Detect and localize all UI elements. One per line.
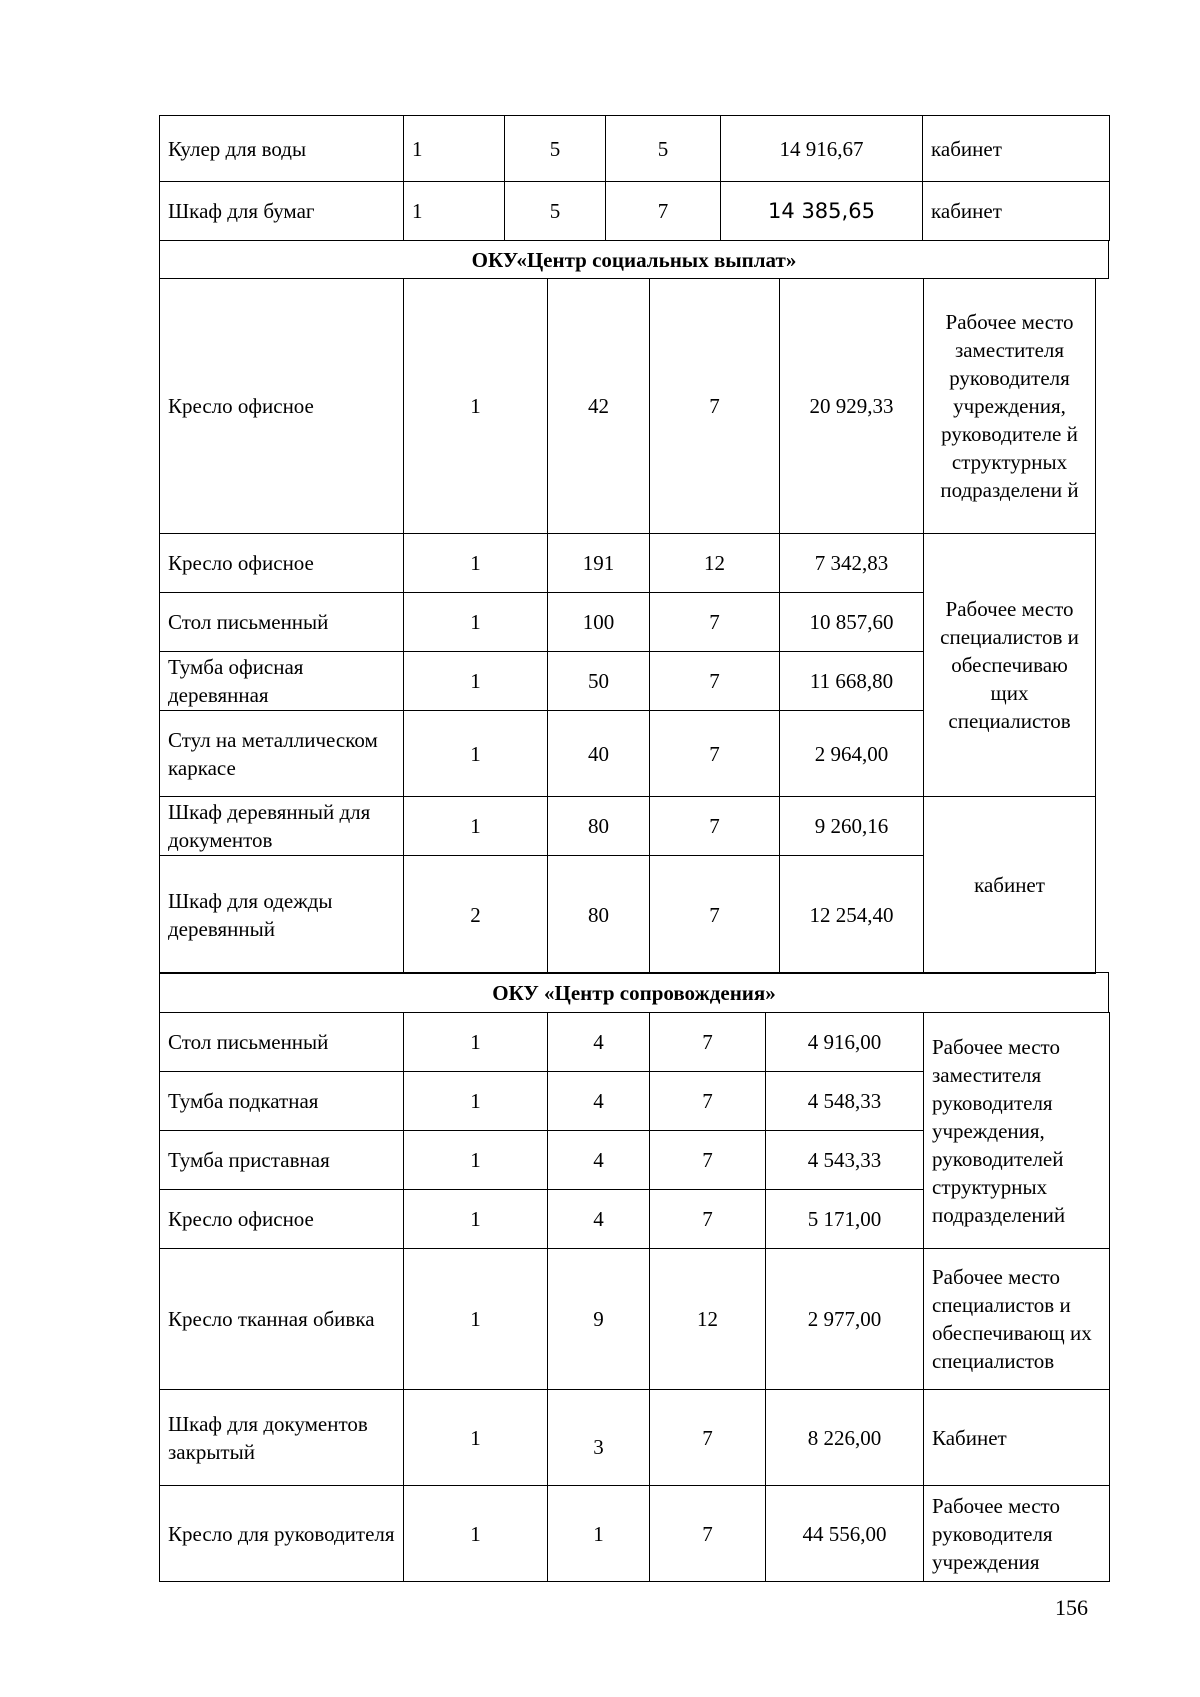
item-name: Кулер для воды	[160, 116, 404, 182]
section-title: ОКУ «Центр сопровождения»	[160, 973, 1109, 1013]
item-years: 7	[650, 1013, 766, 1072]
item-count: 9	[548, 1249, 650, 1390]
item-count: 80	[548, 856, 650, 974]
item-name: Тумба подкатная	[160, 1072, 404, 1131]
item-name: Шкаф деревянный для документов	[160, 797, 404, 856]
item-count: 4	[548, 1072, 650, 1131]
item-years: 7	[650, 1190, 766, 1249]
item-years: 7	[650, 711, 780, 797]
item-years: 7	[650, 652, 780, 711]
item-count: 4	[548, 1131, 650, 1190]
item-qty: 1	[404, 1013, 548, 1072]
item-price: 2 977,00	[766, 1249, 924, 1390]
item-price: 9 260,16	[780, 797, 924, 856]
item-name: Тумба офисная деревянная	[160, 652, 404, 711]
table-row	[160, 116, 1110, 182]
item-name: Кресло офисное	[160, 534, 404, 593]
item-price: 12 254,40	[780, 856, 924, 974]
item-qty: 1	[404, 1131, 548, 1190]
item-qty: 1	[404, 797, 548, 856]
item-count: 3	[548, 1390, 650, 1486]
table-row	[160, 534, 1096, 593]
item-years: 7	[650, 1390, 766, 1486]
item-years: 7	[650, 797, 780, 856]
item-place: кабинет	[923, 182, 1110, 241]
item-price: 44 556,00	[766, 1486, 924, 1582]
item-name: Стол письменный	[160, 593, 404, 652]
item-years: 5	[606, 116, 721, 182]
cabinet-place: кабинет	[924, 797, 1096, 974]
item-years: 7	[650, 1486, 766, 1582]
item-years: 12	[650, 1249, 766, 1390]
item-price: 14 385,65	[721, 182, 923, 241]
item-price: 20 929,33	[780, 279, 924, 534]
item-count: 50	[548, 652, 650, 711]
item-name: Шкаф для бумаг	[160, 182, 404, 241]
section-header-1	[159, 240, 1109, 279]
item-qty: 1	[404, 182, 505, 241]
item-qty: 1	[404, 1390, 548, 1486]
item-price: 4 548,33	[766, 1072, 924, 1131]
item-qty: 1	[404, 1190, 548, 1249]
item-name: Кресло офисное	[160, 279, 404, 534]
item-count: 5	[505, 182, 606, 241]
table-row	[160, 797, 1096, 856]
item-qty: 1	[404, 1249, 548, 1390]
item-place: Рабочее место заместителя руководителя учреждения, руководителе й структурных подразделени й	[924, 279, 1096, 534]
item-price: 7 342,83	[780, 534, 924, 593]
item-count: 191	[548, 534, 650, 593]
item-qty: 1	[404, 1486, 548, 1582]
item-years: 12	[650, 534, 780, 593]
item-price: 14 916,67	[721, 116, 923, 182]
item-qty: 1	[404, 534, 548, 593]
table-row	[160, 1249, 1110, 1390]
item-name: Тумба приставная	[160, 1131, 404, 1190]
item-qty: 1	[404, 652, 548, 711]
item-qty: 1	[404, 279, 548, 534]
item-count: 5	[505, 116, 606, 182]
item-years: 7	[650, 279, 780, 534]
item-price: 11 668,80	[780, 652, 924, 711]
item-price: 10 857,60	[780, 593, 924, 652]
item-years: 7	[650, 593, 780, 652]
item-price: 5 171,00	[766, 1190, 924, 1249]
item-name: Кресло тканная обивка	[160, 1249, 404, 1390]
group-place: Рабочее место заместителя руководителя учреждения, руководителей структурных подразделений	[924, 1013, 1110, 1249]
item-qty: 1	[404, 116, 505, 182]
item-place: кабинет	[923, 116, 1110, 182]
item-place: Рабочее место руководителя учреждения	[924, 1486, 1110, 1582]
group-place: Рабочее место специалистов и обеспечиваю щих специалистов	[924, 534, 1096, 797]
item-name: Шкаф для документов закрытый	[160, 1390, 404, 1486]
section-header-2	[159, 972, 1109, 1013]
item-qty: 1	[404, 711, 548, 797]
item-count: 100	[548, 593, 650, 652]
item-count: 40	[548, 711, 650, 797]
item-name: Шкаф для одежды деревянный	[160, 856, 404, 974]
item-name: Кресло для руководителя	[160, 1486, 404, 1582]
table-section-1	[159, 278, 1096, 974]
item-count: 42	[548, 279, 650, 534]
item-years: 7	[650, 1072, 766, 1131]
table-section-2	[159, 1012, 1110, 1582]
table-row	[160, 1390, 1110, 1486]
item-count: 4	[548, 1013, 650, 1072]
section-title: ОКУ«Центр социальных выплат»	[160, 241, 1109, 279]
item-years: 7	[650, 856, 780, 974]
item-price: 2 964,00	[780, 711, 924, 797]
table-row	[160, 182, 1110, 241]
item-place: Рабочее место специалистов и обеспечивающ их специалистов	[924, 1249, 1110, 1390]
item-qty: 1	[404, 593, 548, 652]
item-years: 7	[650, 1131, 766, 1190]
item-count: 4	[548, 1190, 650, 1249]
item-count: 80	[548, 797, 650, 856]
item-price: 8 226,00	[766, 1390, 924, 1486]
item-years: 7	[606, 182, 721, 241]
table-row	[160, 1486, 1110, 1582]
item-qty: 1	[404, 1072, 548, 1131]
table-top	[159, 115, 1110, 241]
item-name: Кресло офисное	[160, 1190, 404, 1249]
item-name: Стул на металлическом каркасе	[160, 711, 404, 797]
page-number: 156	[1055, 1595, 1088, 1620]
item-place: Кабинет	[924, 1390, 1110, 1486]
item-qty: 2	[404, 856, 548, 974]
table-row	[160, 1013, 1110, 1072]
item-price: 4 916,00	[766, 1013, 924, 1072]
item-name: Стол письменный	[160, 1013, 404, 1072]
item-price: 4 543,33	[766, 1131, 924, 1190]
item-count: 1	[548, 1486, 650, 1582]
table-row	[160, 279, 1096, 534]
